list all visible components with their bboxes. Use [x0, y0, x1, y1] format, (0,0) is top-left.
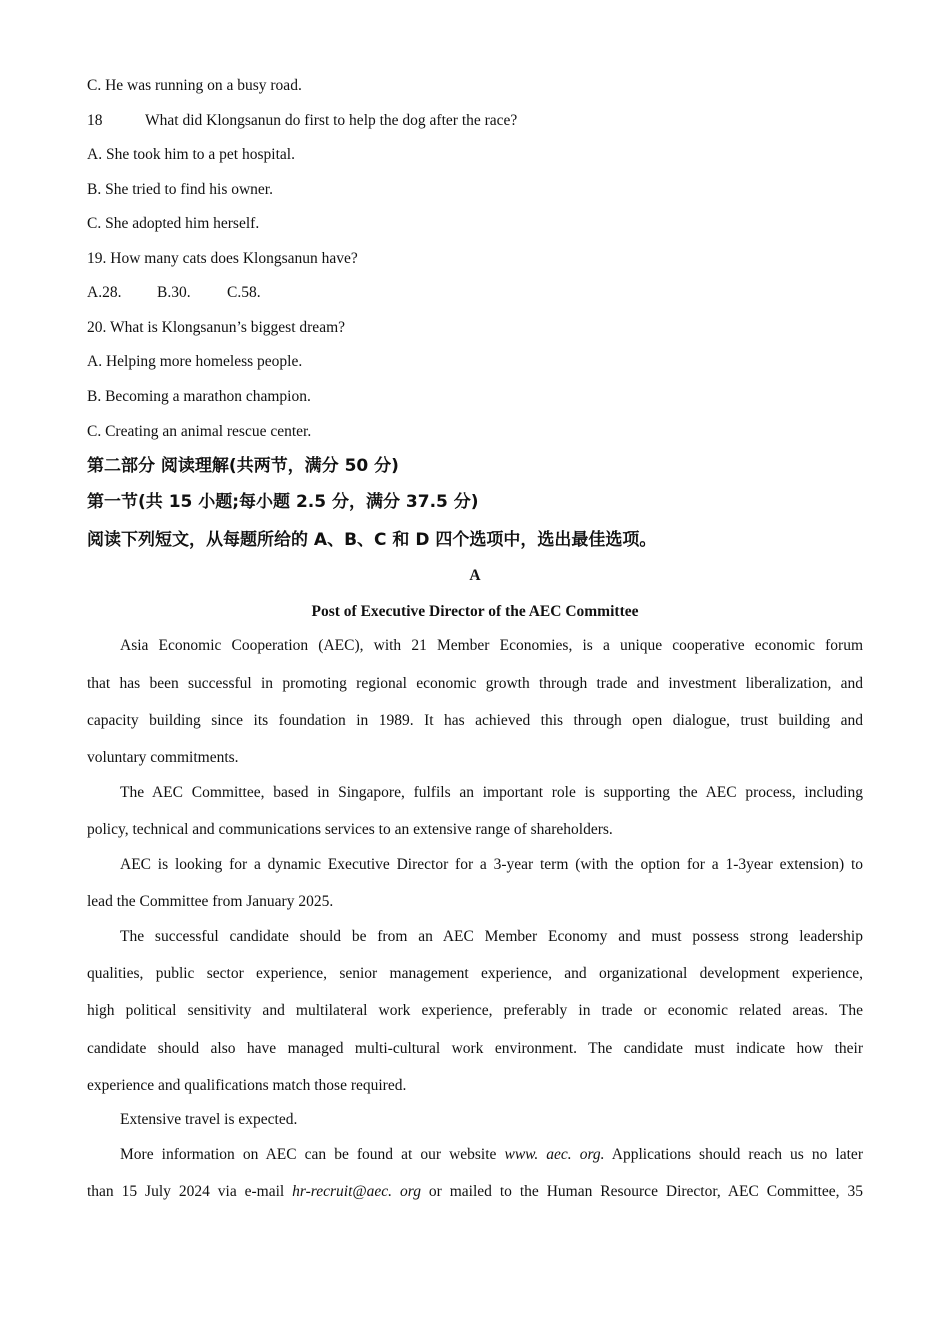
option-18c: C. She adopted him herself. [87, 215, 260, 232]
paragraph-line [87, 1182, 863, 1202]
text: or mailed to the Human Resource Director, AEC Committee, 35 [420, 1183, 863, 1200]
paragraph-line: AEC is looking for a dynamic Executive Director for a 3-year term (with the option for a 1-3year extension) to [120, 856, 863, 873]
option-17c: C. He was running on a busy road. [87, 77, 302, 94]
paragraph-line: that has been successful in promoting regional economic growth through trade and investment liberalization, and [87, 675, 863, 692]
section-heading: 第二部分 阅读理解(共两节，满分 50 分) [87, 456, 399, 476]
paragraph-line: Extensive travel is expected. [120, 1111, 298, 1128]
passage-title: Post of Executive Director of the AEC Committee [311, 603, 639, 620]
subsection-heading: 第一节(共 15 小题;每小题 2.5 分，满分 37.5 分) [87, 492, 479, 512]
paragraph-line: qualities, public sector experience, senior management experience, and organizational development experience, [87, 965, 863, 982]
text: than 15 July 2024 via e-mail [87, 1183, 293, 1200]
paragraph-line: experience and qualifications match those required. [87, 1077, 407, 1094]
paragraph-line [120, 1145, 863, 1165]
paragraph-line: lead the Committee from January 2025. [87, 893, 334, 910]
paragraph-line: high political sensitivity and multilateral work experience, preferably in trade or economic related areas. The [87, 1002, 863, 1019]
question-18-number: 18 [87, 112, 103, 129]
paragraph-line: capacity building since its foundation in 1989. It has achieved this through open dialogue, trust building and [87, 712, 863, 729]
paragraph-line: The AEC Committee, based in Singapore, fulfils an important role is supporting the AEC process, including [120, 784, 863, 801]
question-20: 20. What is Klongsanun’s biggest dream? [87, 319, 346, 336]
paragraph-line: Asia Economic Cooperation (AEC), with 21 Member Economies, is a unique cooperative economic forum [120, 637, 863, 654]
option-20b: B. Becoming a marathon champion. [87, 388, 311, 405]
paragraph-line: candidate should also have managed multi-cultural work environment. The candidate must indicate how their [87, 1040, 863, 1057]
question-19: 19. How many cats does Klongsanun have? [87, 250, 358, 267]
passage-label: A [469, 567, 481, 584]
email-link[interactable]: hr-recruit@aec. org [292, 1183, 421, 1200]
option-18a: A. She took him to a pet hospital. [87, 146, 295, 163]
paragraph-line: The successful candidate should be from an AEC Member Economy and must possess strong leadership [120, 928, 863, 945]
option-19a: A.28. [87, 284, 122, 301]
paragraph-line: policy, technical and communications services to an extensive range of shareholders. [87, 821, 613, 838]
paragraph-line: voluntary commitments. [87, 749, 239, 766]
option-19c: C.58. [227, 284, 261, 301]
question-18: What did Klongsanun do first to help the dog after the race? [145, 112, 518, 129]
text: More information on AEC can be found at our website [120, 1146, 505, 1163]
instructions: 阅读下列短文，从每题所给的 A、B、C 和 D 四个选项中，选出最佳选项。 [87, 530, 657, 550]
option-19b: B.30. [157, 284, 191, 301]
text: Applications should reach us no later [604, 1146, 863, 1163]
option-20a: A. Helping more homeless people. [87, 353, 303, 370]
website-link[interactable]: www. aec. org. [504, 1146, 605, 1163]
option-18b: B. She tried to find his owner. [87, 181, 273, 198]
option-20c: C. Creating an animal rescue center. [87, 423, 312, 440]
